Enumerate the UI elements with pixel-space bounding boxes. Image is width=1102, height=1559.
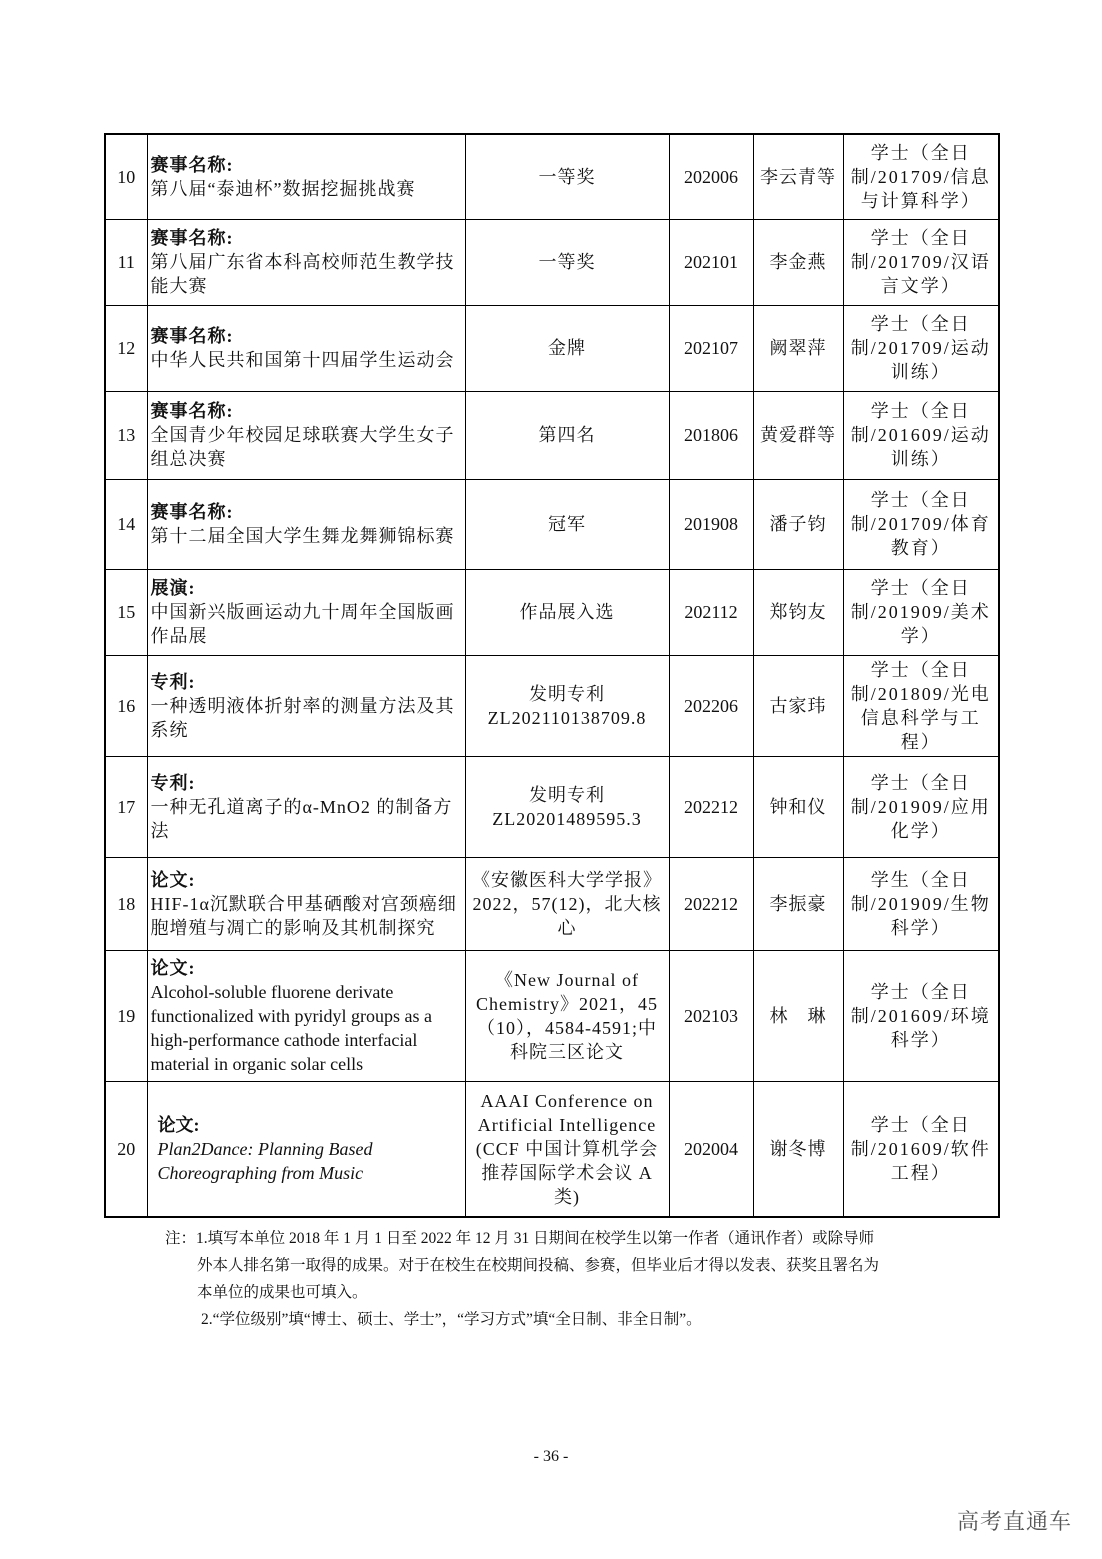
achievement-name-cell (147, 1081, 465, 1217)
award-level: 《安徽医科大学学报》2022，57(12)，北大核心 (465, 857, 669, 950)
achievement-name-cell (147, 655, 465, 756)
award-level: 金牌 (465, 305, 669, 391)
category-label: 赛事名称: (150, 401, 234, 421)
achievement-name-cell (147, 569, 465, 655)
achievement-name: 第八届“泰迪杯”数据挖掘挑战赛 (150, 178, 416, 199)
table-row (105, 479, 999, 569)
category-label: 专利: (150, 671, 196, 692)
achievement-name: HIF-1α沉默联合甲基硒酸对宫颈癌细胞增殖与凋亡的影响及其机制探究 (150, 893, 457, 938)
table-row (105, 391, 999, 479)
table-row (105, 756, 999, 857)
row-index: 19 (105, 950, 147, 1081)
row-index: 14 (105, 479, 147, 569)
degree-info: 学士（全日制/201809/光电信息科学与工程） (843, 655, 999, 756)
award-level: 一等奖 (465, 134, 669, 219)
student-name: 钟和仪 (753, 756, 843, 857)
achievement-name: Alcohol-soluble fluorene derivate functionalized with pyridyl groups as a high-performance cathode interfacial material in organic solar cells (150, 981, 432, 1074)
achievement-name: 一种无孔道离子的α-MnO2 的制备方法 (150, 796, 453, 841)
degree-info: 学士（全日制/201709/信息与计算科学） (843, 134, 999, 219)
table-row (105, 857, 999, 950)
achievement-name: 中国新兴版画运动九十周年全国版画作品展 (150, 602, 455, 646)
row-index: 15 (105, 569, 147, 655)
degree-info: 学士（全日制/201909/美术学） (843, 569, 999, 655)
achievement-name: 中华人民共和国第十四届学生运动会 (150, 350, 455, 370)
award-level: 《New Journal of Chemistry》2021，45（10），4584-4591;中科院三区论文 (465, 950, 669, 1081)
achievement-name-cell (147, 134, 465, 219)
row-index: 17 (105, 756, 147, 857)
student-name: 李金燕 (753, 219, 843, 305)
category-label: 赛事名称: (150, 502, 234, 522)
table-row (105, 950, 999, 1081)
achievement-name-cell (147, 479, 465, 569)
student-name: 郑钧友 (753, 569, 843, 655)
category-label: 赛事名称: (150, 228, 234, 248)
category-label: 赛事名称: (150, 154, 234, 175)
achievement-name-cell (147, 756, 465, 857)
achievement-name-cell (147, 391, 465, 479)
note-line-3: 本单位的成果也可填入。 (197, 1284, 368, 1301)
award-date: 202212 (669, 857, 753, 950)
note-line-1: 注：1.填写本单位 2018 年 1 月 1 日至 2022 年 12 月 31 日期间在校学生以第一作者（通讯作者）或除导师 (165, 1230, 875, 1247)
award-date: 202006 (669, 134, 753, 219)
row-index: 11 (105, 219, 147, 305)
student-name: 潘子钧 (753, 479, 843, 569)
category-label: 赛事名称: (150, 326, 234, 346)
student-name: 林 琳 (753, 950, 843, 1081)
student-name: 李振豪 (753, 857, 843, 950)
award-date: 202107 (669, 305, 753, 391)
page-number: - 36 - (533, 1448, 569, 1465)
award-level: 一等奖 (465, 219, 669, 305)
degree-info: 学士（全日制/201709/体育教育） (843, 479, 999, 569)
award-date: 202004 (669, 1081, 753, 1217)
note-line-2: 外本人排名第一取得的成果。对于在校生在校期间投稿、参赛，但毕业后才得以发表、获奖且署名为 (197, 1257, 880, 1274)
award-level: AAAI Conference on Artificial Intelligence (CCF 中国计算机学会推荐国际学术会议 A 类) (465, 1081, 669, 1217)
category-label: 论文: (150, 869, 196, 890)
table-row (105, 305, 999, 391)
degree-info: 学士（全日制/201609/软件工程） (843, 1081, 999, 1217)
category-label: 专利: (150, 772, 196, 793)
award-date: 201908 (669, 479, 753, 569)
table-row (105, 569, 999, 655)
award-level: 发明专利 ZL20201489595.3 (465, 756, 669, 857)
award-level: 第四名 (465, 391, 669, 479)
achievement-name: Plan2Dance: Planning Based Choreographing from Music (157, 1138, 373, 1183)
degree-info: 学生（全日制/201909/生物科学） (843, 857, 999, 950)
achievement-name: 一种透明液体折射率的测量方法及其系统 (150, 695, 455, 740)
award-date: 202206 (669, 655, 753, 756)
achievement-name-cell (147, 857, 465, 950)
award-date: 202103 (669, 950, 753, 1081)
table-row (105, 1081, 999, 1217)
achievement-name: 全国青少年校园足球联赛大学生女子组总决赛 (150, 425, 455, 469)
category-label: 展演: (150, 578, 196, 598)
achievement-name-cell (147, 305, 465, 391)
achievement-name: 第十二届全国大学生舞龙舞狮锦标赛 (150, 526, 455, 546)
award-level: 冠军 (465, 479, 669, 569)
achievements-table (104, 133, 1000, 1218)
award-level: 发明专利 ZL202110138709.8 (465, 655, 669, 756)
student-name: 谢冬博 (753, 1081, 843, 1217)
table-row (105, 134, 999, 219)
student-name: 阙翠萍 (753, 305, 843, 391)
row-index: 16 (105, 655, 147, 756)
award-date: 202212 (669, 756, 753, 857)
student-name: 古家玮 (753, 655, 843, 756)
degree-info: 学士（全日制/201609/运动训练） (843, 391, 999, 479)
table-row (105, 655, 999, 756)
achievement-name-cell (147, 219, 465, 305)
award-date: 201806 (669, 391, 753, 479)
row-index: 20 (105, 1081, 147, 1217)
note-line-4: 2.“学位级别”填“博士、硕士、学士”，“学习方式”填“全日制、非全日制”。 (201, 1311, 702, 1328)
student-name: 黄爱群等 (753, 391, 843, 479)
table-row (105, 219, 999, 305)
degree-info: 学士（全日制/201709/汉语言文学） (843, 219, 999, 305)
row-index: 12 (105, 305, 147, 391)
category-label: 论文: (157, 1114, 200, 1135)
degree-info: 学士（全日制/201909/应用化学） (843, 756, 999, 857)
category-label: 论文: (150, 957, 196, 978)
award-level: 作品展入选 (465, 569, 669, 655)
student-name: 李云青等 (753, 134, 843, 219)
achievement-name: 第八届广东省本科高校师范生教学技能大赛 (150, 252, 455, 296)
degree-info: 学士（全日制/201709/运动训练） (843, 305, 999, 391)
table-notes (165, 1225, 965, 1333)
award-date: 202112 (669, 569, 753, 655)
row-index: 18 (105, 857, 147, 950)
watermark-text: 高考直通车 (956, 1510, 1072, 1535)
achievement-name-cell (147, 950, 465, 1081)
award-date: 202101 (669, 219, 753, 305)
row-index: 10 (105, 134, 147, 219)
row-index: 13 (105, 391, 147, 479)
degree-info: 学士（全日制/201609/环境科学） (843, 950, 999, 1081)
